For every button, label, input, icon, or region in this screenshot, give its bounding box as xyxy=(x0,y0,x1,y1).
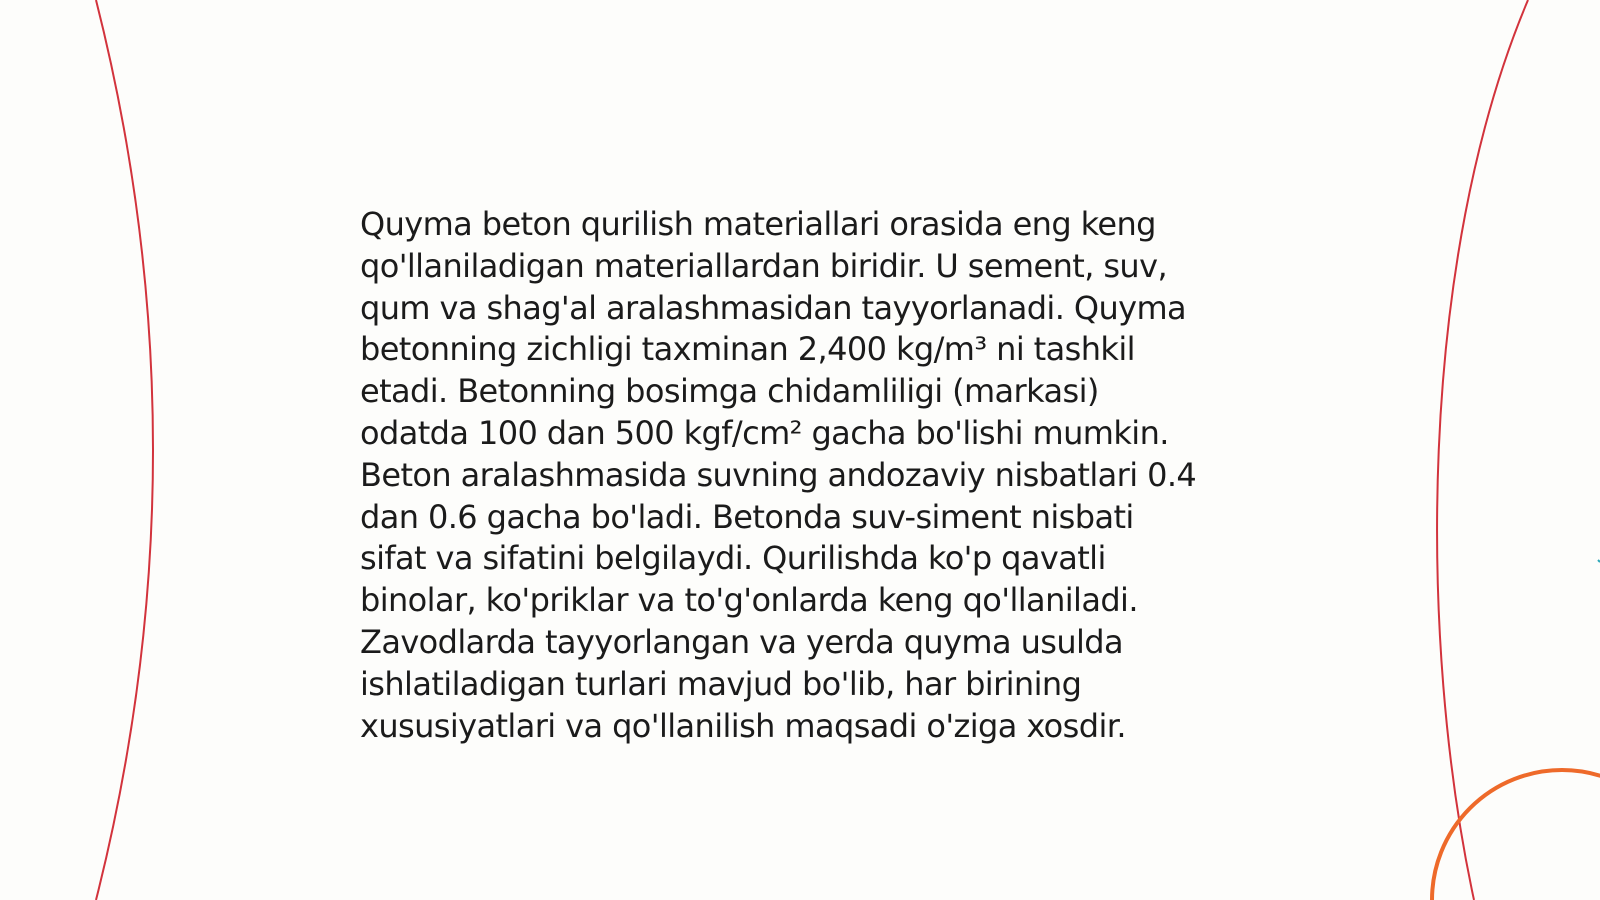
paragraph-line: ishlatiladigan turlari mavjud bo'lib, har birining xyxy=(360,664,1082,703)
right-red-curve xyxy=(1437,0,1528,900)
left-red-curve xyxy=(96,0,153,900)
paragraph-line: dan 0.6 gacha bo'ladi. Betonda suv-siment nisbati xyxy=(360,497,1134,536)
paragraph-line: Zavodlarda tayyorlangan va yerda quyma usulda xyxy=(360,622,1124,661)
body-paragraph xyxy=(360,204,1260,747)
paragraph-line: etadi. Betonning bosimga chidamliligi (markasi) xyxy=(360,372,1099,411)
paragraph-line: odatda 100 dan 500 kgf/cm² gacha bo'lishi mumkin. xyxy=(360,413,1169,452)
paragraph-line: Beton aralashmasida suvning andozaviy nisbatlari 0.4 xyxy=(360,455,1197,494)
paragraph-line: qum va shag'al aralashmasidan tayyorlanadi. Quyma xyxy=(360,288,1187,327)
paragraph-line: betonning zichligi taxminan 2,400 kg/m³ ni tashkil xyxy=(360,330,1135,369)
paragraph-line: sifat va sifatini belgilaydi. Qurilishda ko'p qavatli xyxy=(360,539,1106,578)
paragraph-line: binolar, ko'priklar va to'g'onlarda keng qo'llaniladi. xyxy=(360,581,1138,620)
paragraph-line: xususiyatlari va qo'llanilish maqsadi o'ziga xosdir. xyxy=(360,706,1126,745)
orange-arc xyxy=(1432,770,1600,900)
paragraph-line: qo'llaniladigan materiallardan biridir. U sement, suv, xyxy=(360,246,1168,285)
paragraph-line: Quyma beton qurilish materiallari orasida eng keng xyxy=(360,205,1156,243)
